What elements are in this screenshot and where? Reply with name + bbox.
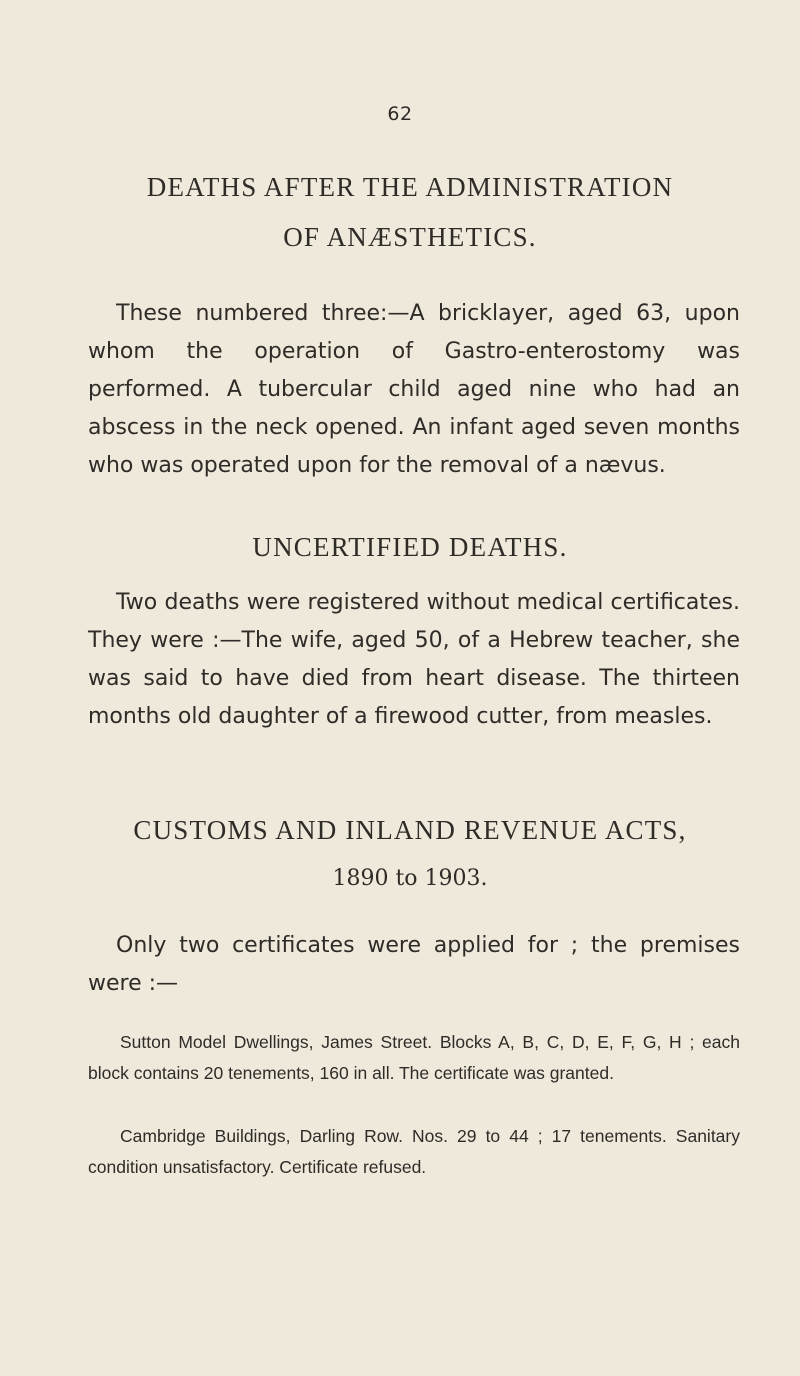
section-subheading-customs-years: 1890 to 1903. — [332, 866, 488, 891]
section-heading-uncertified: UNCERTIFIED DEATHS. — [252, 532, 568, 562]
list-item-premises-1: Sutton Model Dwellings, James Street. Blocks A, B, C, D, E, F, G, H ; each block contains 20 tenements, 160 in all. The certificate was granted. — [88, 1032, 740, 1083]
section-heading-anaesthetics-line1: DEATHS AFTER THE ADMINISTRATION — [146, 172, 674, 202]
section-heading-anaesthetics-line2: OF ANÆSTHETICS. — [283, 222, 537, 252]
paragraph-anaesthetics: These numbered three:—A bricklayer, aged 63, upon whom the operation of Gastro-enterostomy was performed. A tubercular child aged nine who had an abscess in the neck opened. An infant aged seven months who was operated upon for the removal of a nævus. — [88, 301, 740, 478]
paragraph-customs-intro: Only two certificates were applied for ; the premises were :— — [88, 933, 740, 996]
page-number: 62 — [387, 103, 413, 125]
section-heading-customs: CUSTOMS AND INLAND REVENUE ACTS, — [133, 815, 687, 845]
list-item-premises-2: Cambridge Buildings, Darling Row. Nos. 29 to 44 ; 17 tenements. Sanitary condition unsatisfactory. Certificate refused. — [88, 1126, 740, 1177]
paragraph-uncertified: Two deaths were registered without medical certificates. They were :—The wife, aged 50, of a Hebrew teacher, she was said to have died from heart disease. The thirteen months old daughter of a firewood cutter, from measles. — [88, 590, 740, 729]
